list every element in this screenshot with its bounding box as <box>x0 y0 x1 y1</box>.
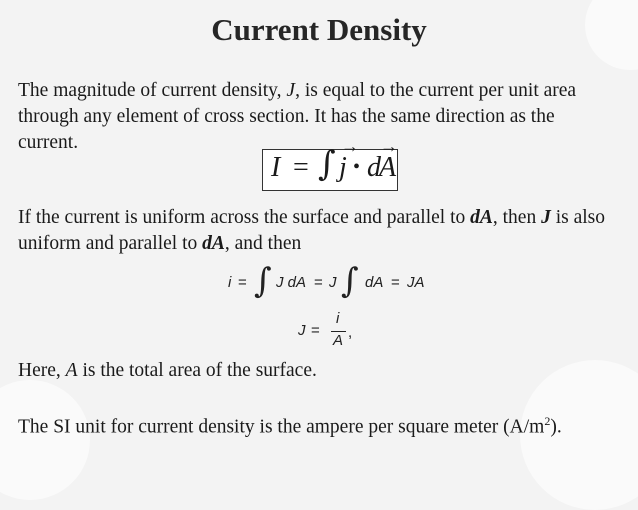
equation-fraction: J = i A , <box>298 310 353 349</box>
slide-title: Current Density <box>211 12 427 47</box>
paragraph-area-note: Here, A is the total area of the surface. <box>18 360 317 381</box>
equation-integral: i = ∫ J dA = J ∫ dA = JA <box>228 261 425 301</box>
paragraph-definition: The magnitude of current density, J, is equal to the current per unit area through any element of cross section. It has the same direction as the current. <box>18 80 577 153</box>
j-vector: j <box>339 152 347 183</box>
vector-arrow-icon: → <box>341 136 359 156</box>
vector-arrow-icon: → <box>380 136 398 156</box>
boxed-equation: I = ∫ j → • d A → <box>262 149 398 191</box>
a-vector: A <box>379 152 397 183</box>
paragraph-uniform-case: If the current is uniform across the surface and parallel to dA, then J is also uniform and parallel to dA, and then <box>18 207 605 254</box>
paragraph-si-unit: The SI unit for current density is the ampere per square meter $(A/m^2)$. <box>18 414 562 438</box>
